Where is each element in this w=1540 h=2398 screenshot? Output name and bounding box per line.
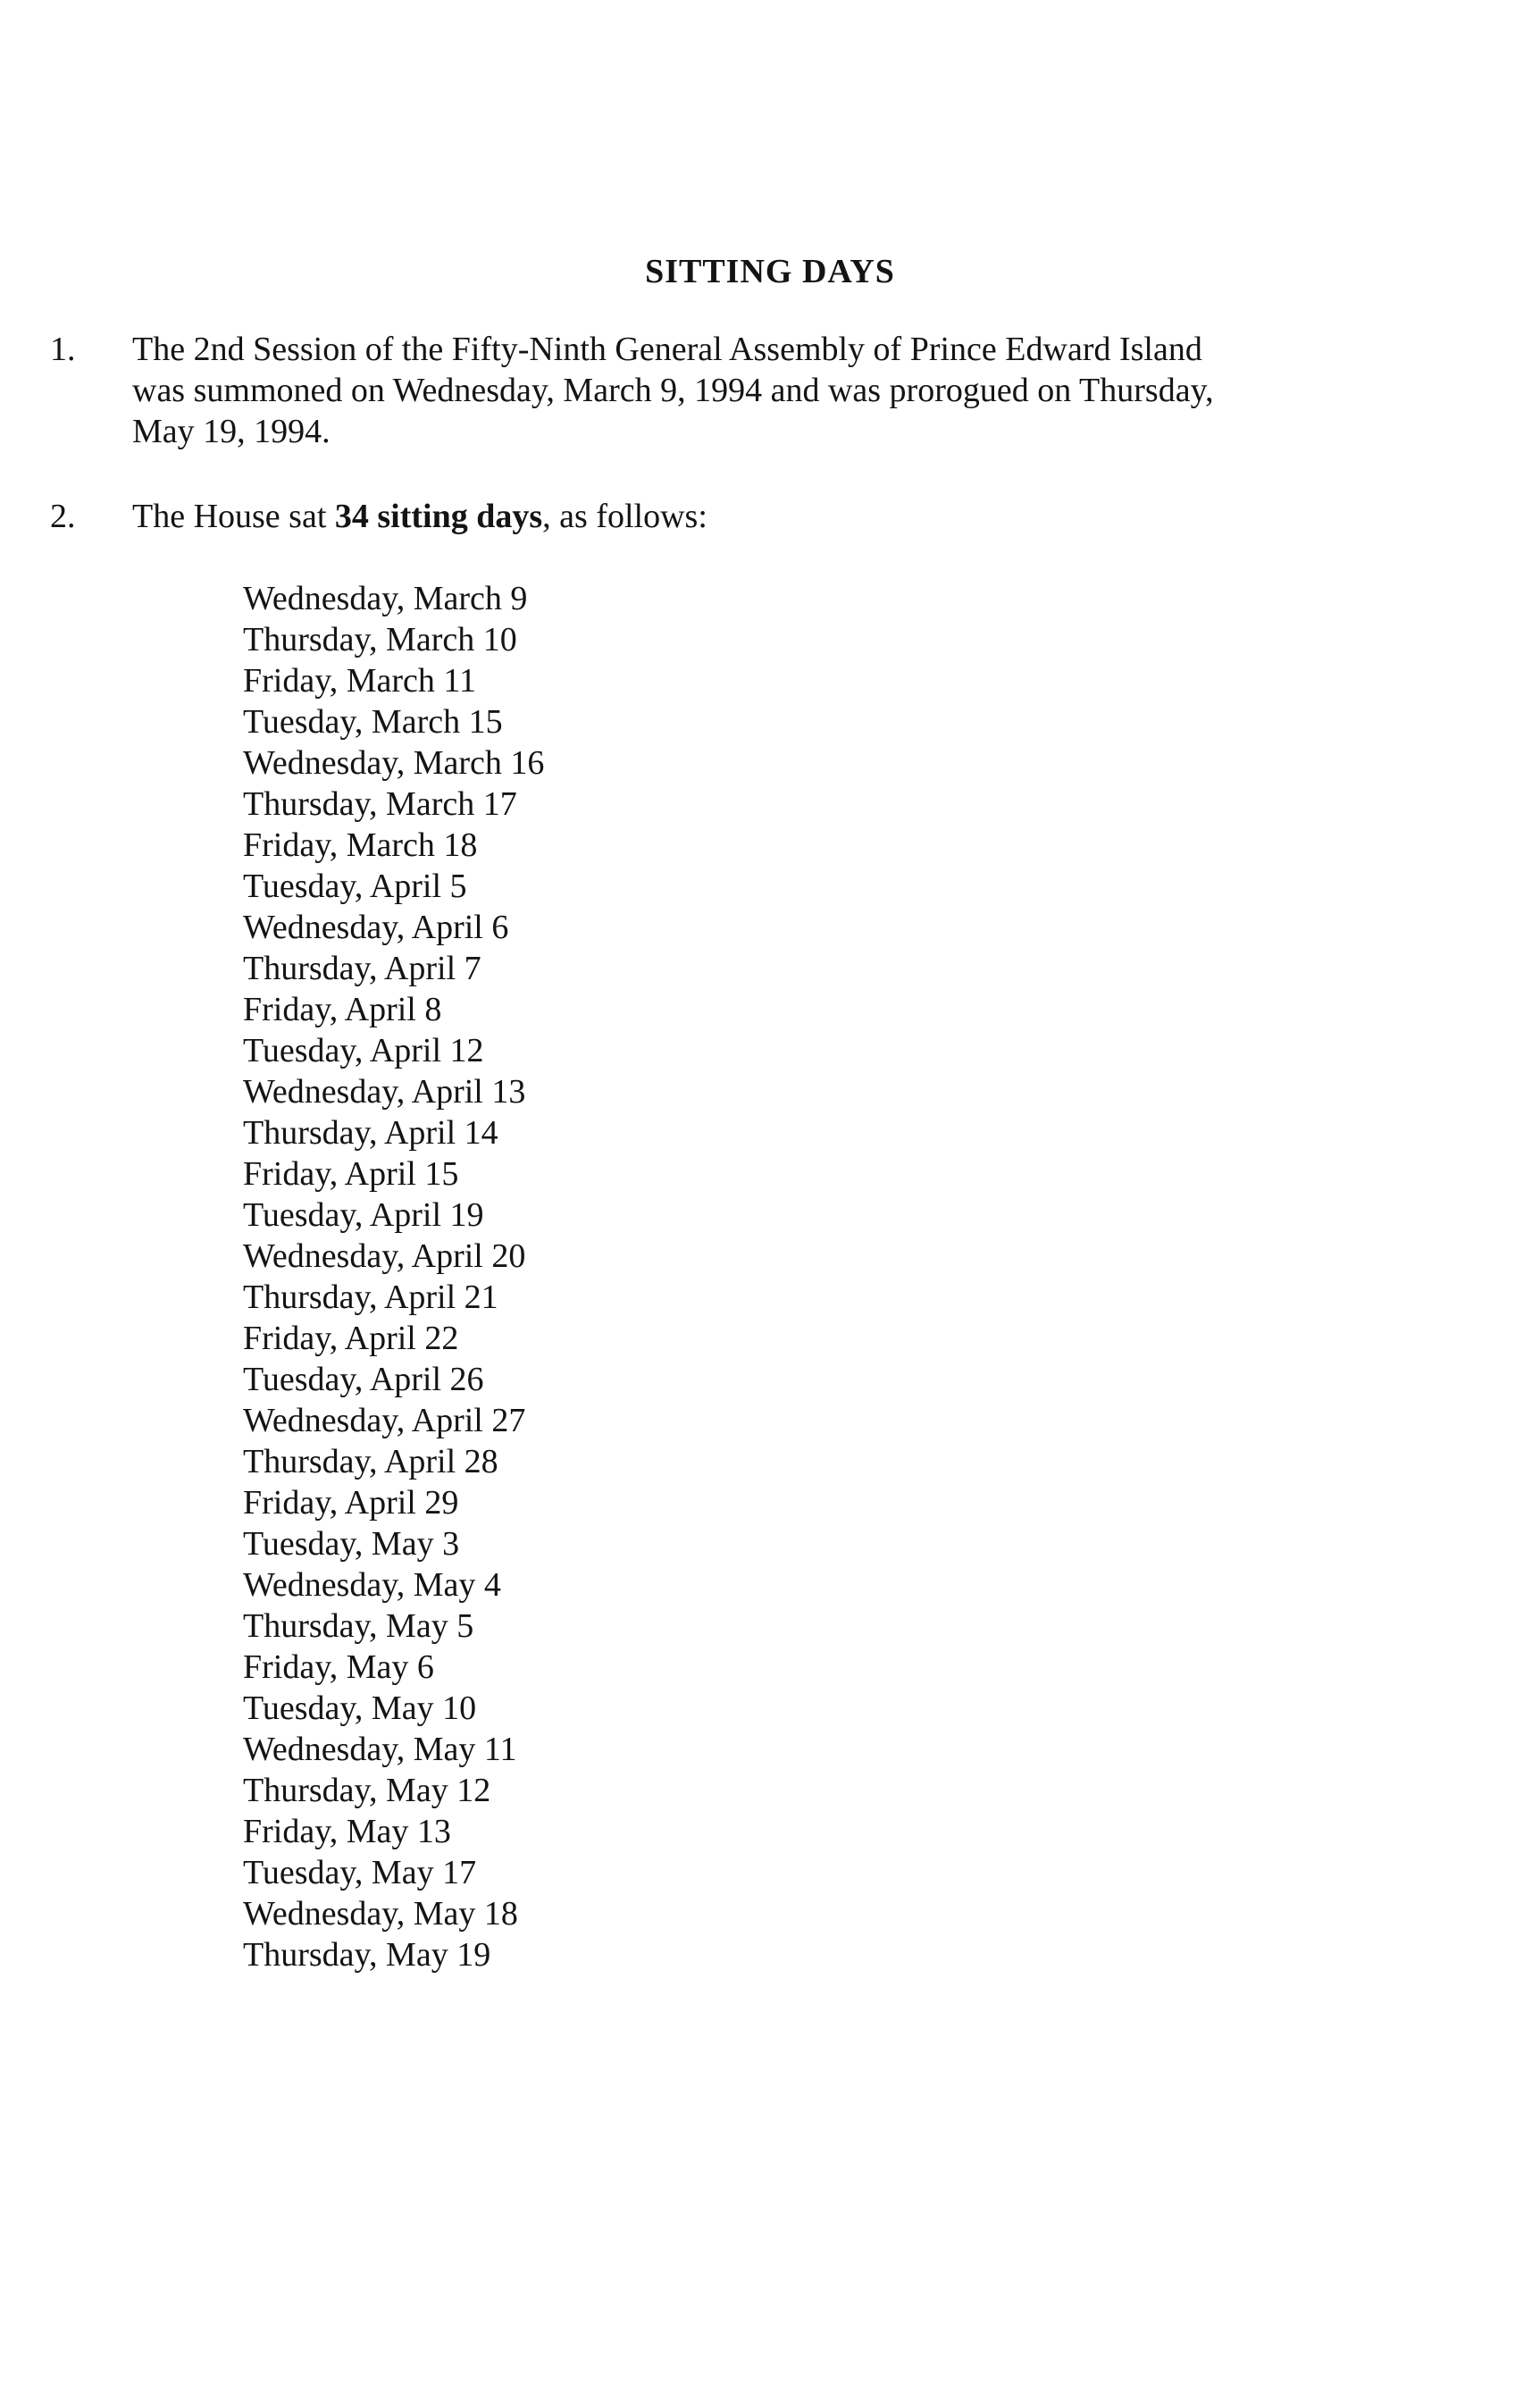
- page-title: SITTING DAYS: [645, 253, 895, 290]
- sitting-day-item: Friday, April 29: [243, 1484, 459, 1522]
- sitting-day-item: Thursday, April 28: [243, 1443, 498, 1480]
- sitting-day-item: Friday, May 6: [243, 1648, 434, 1686]
- sitting-day-item: Wednesday, May 18: [243, 1895, 518, 1933]
- paragraph-2-prefix: The House sat: [132, 498, 335, 535]
- sitting-day-item: Friday, April 8: [243, 991, 442, 1028]
- sitting-day-item: Thursday, April 7: [243, 950, 481, 987]
- sitting-day-item: Tuesday, April 26: [243, 1361, 484, 1398]
- sitting-day-item: Tuesday, April 19: [243, 1196, 484, 1234]
- paragraph-1-line: May 19, 1994.: [132, 413, 331, 450]
- sitting-day-item: Friday, April 22: [243, 1320, 459, 1357]
- paragraph-2-suffix: , as follows:: [542, 498, 707, 535]
- sitting-day-item: Tuesday, April 5: [243, 868, 467, 905]
- paragraph-1: [50, 329, 1444, 454]
- paragraph-1-text: [132, 329, 1444, 452]
- sitting-day-item: Thursday, April 14: [243, 1114, 498, 1152]
- sitting-day-item: Thursday, March 17: [243, 785, 517, 823]
- sitting-day-item: Tuesday, May 10: [243, 1690, 477, 1727]
- sitting-day-item: Wednesday, May 11: [243, 1731, 517, 1768]
- sitting-day-item: Wednesday, April 27: [243, 1402, 526, 1439]
- sitting-day-item: Wednesday, March 9: [243, 580, 528, 617]
- sitting-day-item: Friday, May 13: [243, 1813, 451, 1850]
- sitting-day-item: Tuesday, March 15: [243, 703, 503, 741]
- sitting-day-item: Wednesday, May 4: [243, 1566, 501, 1604]
- paragraph-2: [50, 496, 1444, 541]
- sitting-day-item: Friday, April 15: [243, 1155, 459, 1193]
- sitting-day-item: Tuesday, May 17: [243, 1854, 477, 1891]
- sitting-days-count: 34 sitting days: [334, 498, 543, 535]
- paragraph-1-line: The 2nd Session of the Fifty-Ninth General Assembly of Prince Edward Island: [132, 331, 1202, 368]
- sitting-day-item: Wednesday, April 13: [243, 1073, 526, 1111]
- sitting-days-list: [243, 578, 958, 1975]
- sitting-day-item: Tuesday, April 12: [243, 1032, 484, 1069]
- sitting-day-item: Friday, March 11: [243, 662, 477, 700]
- paragraph-1-line: was summoned on Wednesday, March 9, 1994 and was prorogued on Thursday,: [132, 372, 1214, 409]
- sitting-day-item: Friday, March 18: [243, 826, 478, 864]
- paragraph-2-number: 2.: [50, 498, 76, 535]
- sitting-day-item: Wednesday, April 20: [243, 1237, 526, 1275]
- sitting-day-item: Tuesday, May 3: [243, 1525, 460, 1563]
- sitting-day-item: Thursday, March 10: [243, 621, 517, 658]
- sitting-day-item: Thursday, May 5: [243, 1607, 474, 1645]
- paragraph-2-text: [132, 496, 1444, 537]
- sitting-day-item: Wednesday, April 6: [243, 909, 509, 946]
- paragraph-1-number: 1.: [50, 331, 76, 368]
- sitting-day-item: Wednesday, March 16: [243, 744, 545, 782]
- sitting-day-item: Thursday, April 21: [243, 1279, 498, 1316]
- sitting-day-item: Thursday, May 19: [243, 1936, 491, 1974]
- sitting-day-item: Thursday, May 12: [243, 1772, 491, 1809]
